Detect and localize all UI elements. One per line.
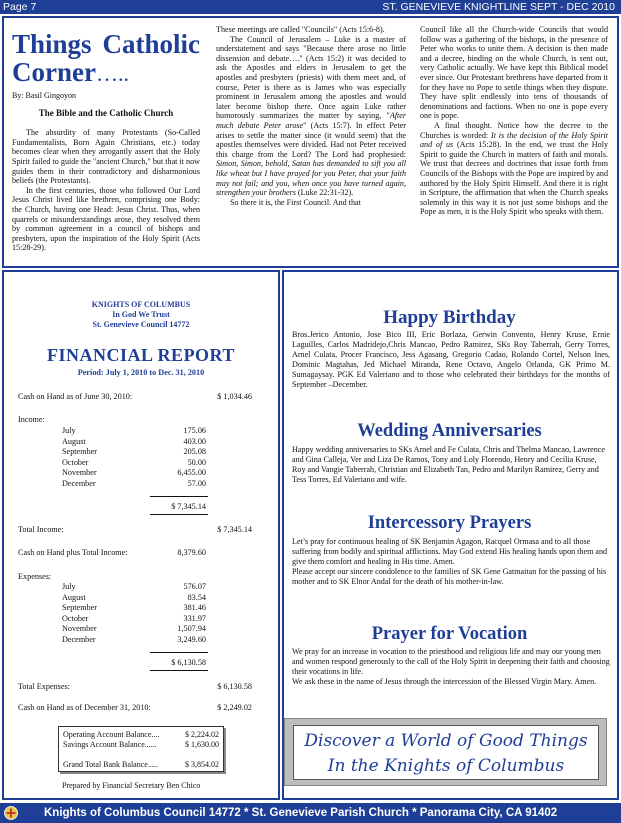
article-byline: By: Basil Gingoyon — [12, 91, 77, 100]
org-name: KNIGHTS OF COLUMBUS — [91, 300, 191, 309]
text-run: A final thought. Notice how the decree to the Churches is worded: — [420, 120, 608, 140]
total-income-label: Total Income: — [18, 525, 64, 534]
balance-label: Savings Account Balance...... — [63, 740, 157, 750]
expense-month: November — [62, 624, 97, 634]
expenses-label: Expenses: — [18, 572, 52, 581]
cash-plus-label: Cash on Hand plus Total Income: — [18, 548, 128, 557]
birthday-text: Bros.Jerico Antonio, Jose Bico III, Eric Borlaza, Gerwin Convento, Henry Kruse, Ernie Laguilles, Carlos Madridejo,Chris Mancao, Pedro Ramirez, SKs Roy Taberrah, Gerry Torres, Arnel Culata, Procer Francisco, Jess Agasang, Gregorio Cadao, Rolando Cortel, Nelson Ines, Dominic Magtahas, Jed Michael Miranda, Rene Octavo, Angelo Orlanda, GK Primo M. Sumagaysay. PGK Ed Valeriano and to those who celebrated their birthdays for the months of September –December. — [292, 330, 610, 389]
prepared-by: Prepared by Financial Secretary Ben Chico — [62, 781, 201, 790]
expense-amount: 331.97 — [183, 613, 206, 623]
intercessory-paragraph: Please accept our sincere condolence to the families of SK Gene Gatmaitan for the passing of his mother and to SK Elnor Andal for the death of his mother-in-law. — [292, 566, 607, 586]
knights-emblem-icon — [4, 806, 18, 820]
intercessory-title: Intercessory Prayers — [367, 513, 532, 533]
income-list — [62, 426, 97, 490]
total-expenses-label: Total Expenses: — [18, 682, 70, 691]
income-amount: 175.06 — [183, 426, 206, 435]
text-run: (Acts 15:28). In the end, we trust the Holy Spirit to guide the Church in matters of faith and morals. We trust that decrees and doctrines that issue forth from Councils of the Bishops with the Pope are inspired by and authored by the Holy Spirit Himself. And there it is right in Scripture, the affirmation that when the Church speaks solemnly in this way it is not just some bishops and the Pope as men, it is the Holy Spirit who speaks with them. — [420, 140, 608, 217]
income-subtotal: $ 7,345.14 — [171, 502, 206, 511]
income-month: August — [62, 436, 86, 446]
balance-label: Grand Total Bank Balance..... — [63, 759, 158, 769]
expense-month: August — [62, 592, 86, 602]
balance-label: Operating Account Balance.... — [63, 730, 160, 739]
vocation-text — [292, 647, 610, 687]
expense-month: September — [62, 603, 98, 613]
text-run-emphasis: It is the decision of the Holy Spirit and of us — [420, 130, 608, 150]
expense-amount: 576.07 — [183, 582, 206, 591]
article-paragraph: Council like all the Church-wide Councils that would follow was a gathering of the bishops, in the presence of Peter who works to unite them. A decision is then made and a decree, binding on the whole Church, is sent out, very Catholic actually. We have kept this Biblical model ever since. Our Protestant brethrens have departed from it for they have no Pope to settle things when they dispute. They have split endlessly into tens of thousands of denominations and factions. When no one is pope every one is pope. — [420, 25, 608, 121]
balance-row — [63, 760, 219, 770]
total-expenses-amount: $ 6,130.58 — [217, 682, 252, 691]
income-month: September — [62, 447, 98, 457]
vocation-paragraph: We pray for an increase in vocation to the priesthood and religious life and may our young men and women respond generously to the call of the Holy Spirit in deepening their faith and choosing their vocations in life. — [292, 647, 610, 676]
promo-inner — [293, 725, 599, 780]
income-amount: 403.00 — [183, 436, 206, 446]
expense-amount: 1,507.94 — [177, 624, 206, 634]
article-paragraph: So there it is, the First Council. And that — [230, 197, 361, 207]
income-amount: 57.00 — [187, 478, 206, 488]
income-amount: 50.00 — [187, 457, 206, 467]
income-month: July — [62, 426, 76, 435]
promo-banner — [284, 718, 607, 786]
financial-report-period: Period: July 1, 2010 to Dec. 31, 2010 — [77, 368, 205, 377]
income-month: December — [62, 478, 96, 488]
vocation-paragraph: We ask these in the name of Jesus through the intercession of the Blessed Virgin Mary. Amen. — [292, 676, 597, 686]
intercessory-text — [292, 537, 610, 587]
article-paragraph — [420, 121, 608, 217]
anniversaries-title: Wedding Anniversaries — [357, 421, 542, 441]
promo-line-2: In the Knights of Columbus — [327, 756, 565, 776]
expense-amounts — [150, 582, 206, 646]
cash-start-amount: $ 1,034.46 — [217, 392, 252, 401]
article-paragraph: In the first centuries, those who followed Our Lord Jesus Christ lived like brethren, comprising one Body: the Church, having one Head: Jesus Christ. Thus, when quarrels or misunderstandings arose, they resolved them by common agreement in a council of bishops and presbyters, upon the inspiration of the Holy Spirit (Acts 15:28-29). — [12, 185, 200, 253]
income-month: October — [62, 457, 89, 467]
article-title — [12, 30, 200, 88]
balance-row — [63, 740, 219, 750]
intercessory-paragraph: Let’s pray for continuous healing of SK Benjamin Agagon, Racquel Ormasa and to all those suffering from bodily and spiritual afflictions. May God extend His healing hands upon them and give them comfort and healing in His time. Amen. — [292, 537, 608, 566]
expenses-subtotal: $ 6,130.58 — [171, 658, 206, 667]
page-number: Page 7 — [3, 1, 37, 13]
subtotal-rule — [150, 496, 208, 497]
article-title-dots: ….. — [95, 61, 129, 86]
expense-amount: 3,249.60 — [177, 634, 206, 644]
expense-amount: 83.54 — [187, 592, 206, 602]
bank-balance-box — [58, 726, 224, 772]
income-amounts — [150, 426, 206, 490]
balance-amount: $ 1,630.00 — [185, 740, 219, 750]
article-subhead: The Bible and the Catholic Church — [38, 107, 174, 118]
article-title-text: Things Catholic Corner — [12, 29, 200, 87]
org-council: St. Genevieve Council 14772 — [92, 320, 190, 329]
header-bar — [0, 0, 621, 14]
newsletter-header: ST. GENEVIEVE KNIGHTLINE SEPT - DEC 2010 — [382, 1, 615, 13]
vocation-title: Prayer for Vocation — [371, 624, 528, 644]
subtotal-rule — [150, 652, 208, 653]
cash-end-label: Cash on Hand as of December 31, 2010: — [18, 703, 151, 712]
text-run-emphasis: After much debate Peter arose — [216, 111, 406, 130]
article-paragraph: The absurdity of many Protestants (So-Called Fundamentalists, Born Again Christians, etc.) today becomes clear when they arrogantly assert that the Holy Spirit failed to guide the "ancient Church," but that it now guides them in their contradictory and disharmonious beliefs (the Protestants). — [12, 128, 200, 186]
footer-bar — [0, 803, 621, 823]
subtotal-rule — [150, 670, 208, 671]
expense-month: December — [62, 634, 96, 644]
text-run-emphasis: Simon, Simon, behold, Satan has demanded to sift you all like wheat but I have prayed for you Peter, that your faith may not fail; and you, when once you have turned again, strengthen your brothers — [216, 159, 406, 198]
promo-line-1: Discover a World of Good Things — [304, 731, 588, 751]
article-column-2 — [216, 25, 406, 207]
expense-month: October — [62, 613, 89, 623]
org-motto: In God We Trust — [112, 310, 170, 319]
anniversaries-text: Happy wedding anniversaries to SKs Arnel and Fe Culata, Chris and Thelma Mancao, Lawrence and Gina Calleja, Ver and Liza De Ramos, Tony and Loly Florendo, Henry and Cecilia Kruse, Roy and Vangie Taberrah, Christian and Elizabeth Tan, Pedro and Marilyn Ramirez, Gerry and Tess Torres, Ed Valeriano and wife. — [292, 445, 605, 484]
total-income-amount: $ 7,345.14 — [217, 525, 252, 534]
footer-text: Knights of Columbus Council 14772 * St. Genevieve Parish Church * Panorama City, CA 91402 — [44, 807, 558, 819]
cash-end-amount: $ 2,249.02 — [217, 703, 252, 712]
subtotal-rule — [150, 514, 208, 515]
balance-row — [63, 730, 219, 740]
article-column-3 — [420, 25, 608, 217]
text-run: (Luke 22:31-32). — [295, 188, 354, 198]
financial-report-title: FINANCIAL REPORT — [47, 345, 235, 365]
income-amount: 205.08 — [183, 447, 206, 457]
article-column-1 — [12, 30, 200, 253]
koc-heading — [10, 300, 272, 330]
expense-amount: 381.46 — [183, 603, 206, 613]
income-amount: 6,455.00 — [177, 468, 206, 478]
text-run: The Council of Jerusalem – Luke is a master of understatement and says "Because there arose no little dissension and debate…." (Acts 15:2) it was decided to ask the Apostles and elders in Jerusalem to get the apostles and presbyters (priests) with them meet and, of course, Peter is there as is James who was especially prominent in Jerusalem among the apostles and would later become bishop there. Once again Luke rather humorously summarizes the matter by saying, " — [216, 34, 406, 121]
expense-list — [62, 582, 97, 646]
income-month: November — [62, 468, 97, 478]
article-paragraph — [216, 35, 406, 198]
text-run: " (Acts 15:7). In effect Peter arises to settle the matter since (it would seem) that the apostles themselves were divided. Had not Peter received this charge from the Lord? The Lord had prophesied: — [216, 120, 407, 159]
balance-amount: $ 3,854.02 — [185, 759, 219, 769]
expense-month: July — [62, 582, 76, 591]
cash-plus-amount: 8,379.60 — [177, 548, 206, 557]
balance-amount: $ 2,224.02 — [185, 730, 219, 739]
article-paragraph: These meetings are called "Councils" (Acts 15:6-8). — [216, 25, 385, 34]
income-label: Income: — [18, 415, 45, 424]
birthday-title: Happy Birthday — [383, 307, 516, 328]
cash-start-label: Cash on Hand as of June 30, 2010: — [18, 392, 133, 401]
